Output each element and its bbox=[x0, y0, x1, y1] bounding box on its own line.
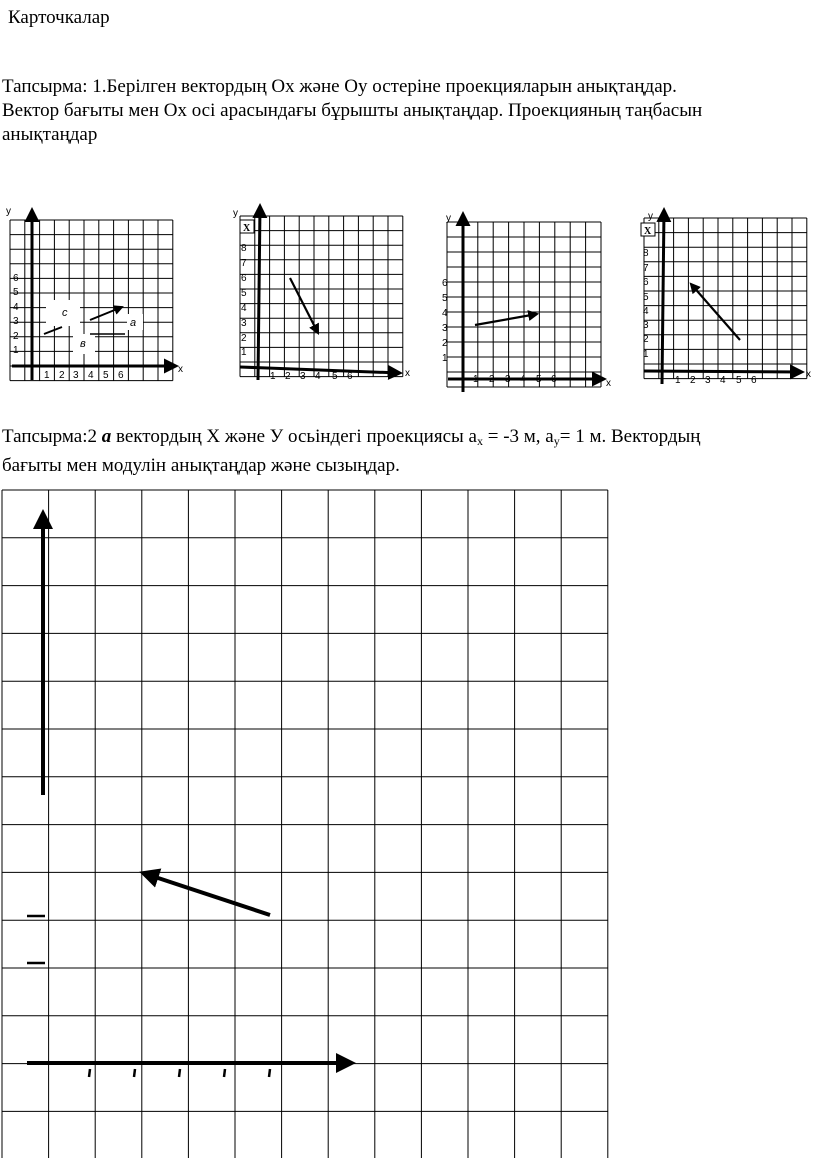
graph-3-grid bbox=[447, 222, 601, 387]
graph-4-ytick: 5 bbox=[643, 292, 649, 303]
task2-grid bbox=[2, 490, 608, 1158]
graph-2-y-label: y bbox=[233, 208, 238, 219]
graph-4-xtick: 2 bbox=[690, 375, 696, 386]
task2-grid-lines bbox=[2, 490, 608, 1158]
task2-vector-name: a bbox=[101, 426, 112, 447]
graph-4-ytick: 8 bbox=[643, 248, 649, 259]
graph-4-y-axis bbox=[662, 210, 664, 384]
graph-3-xtick: 4 bbox=[520, 374, 526, 385]
graph-1-x-label: x bbox=[178, 364, 183, 375]
graph-3-ytick: 2 bbox=[442, 338, 448, 349]
task1-line1: Тапсырма: 1.Берілген вектордың Ох және Оу остеріне проекцияларын анықтаңдар. bbox=[2, 76, 677, 97]
graph-2-ytick: 2 bbox=[241, 333, 247, 344]
graph-2-ytick: 7 bbox=[241, 258, 247, 269]
graph-2-ytick: 6 bbox=[241, 273, 247, 284]
graph-1-ytick: 3 bbox=[13, 316, 19, 327]
graph-3-ytick: 5 bbox=[442, 293, 448, 304]
graph-4-x-label: x bbox=[806, 369, 811, 380]
graph-1-xtick: 5 bbox=[103, 370, 109, 381]
graph-2-xtick: 3 bbox=[300, 371, 306, 382]
graph-4-xtick: 1 bbox=[675, 375, 681, 386]
graph-4-grid bbox=[644, 218, 807, 379]
graph-2-xtick: 1 bbox=[270, 371, 276, 382]
graph-1-xtick: 3 bbox=[73, 370, 79, 381]
graph-1-xtick: 1 bbox=[44, 370, 50, 381]
task2-x-axis-ticks bbox=[89, 1069, 270, 1077]
graph-1-ytick: 2 bbox=[13, 331, 19, 342]
graph-2-ytick: 3 bbox=[241, 318, 247, 329]
graph-4-y-label: y bbox=[648, 211, 653, 222]
graph-1-vector-a bbox=[90, 307, 122, 320]
task2-sub-y: y bbox=[553, 434, 560, 448]
graph-3-ytick: 3 bbox=[442, 323, 448, 334]
task2-eq-x: = -3 м, a bbox=[482, 426, 554, 447]
graph-2-xtick: 6 bbox=[347, 371, 353, 382]
graph-4-ytick: 3 bbox=[643, 320, 649, 331]
graph-4-xtick: 4 bbox=[720, 375, 726, 386]
task2-vector-a bbox=[143, 873, 270, 915]
graph-2 bbox=[233, 206, 410, 382]
graph-3-xtick: 1 bbox=[473, 374, 479, 385]
graph-1-ytick: 1 bbox=[13, 345, 19, 356]
graph-2-x-box-label: X bbox=[243, 223, 251, 234]
task2-line2: бағыты мен модулін анықтаңдар және сызыңдар. bbox=[2, 455, 400, 476]
task1-line3: анықтаңдар bbox=[2, 124, 98, 145]
graph-4-xtick: 5 bbox=[736, 375, 742, 386]
graph-4-x-box-label: X bbox=[644, 226, 652, 237]
graph-1 bbox=[6, 206, 183, 381]
graph-1-xtick: 6 bbox=[118, 370, 124, 381]
graph-4-ytick: 6 bbox=[643, 277, 649, 288]
graph-4 bbox=[641, 210, 811, 386]
graph-2-xtick: 2 bbox=[285, 371, 291, 382]
graph-1-ytick: 4 bbox=[13, 302, 19, 313]
graph-4-xtick: 3 bbox=[705, 375, 711, 386]
graph-3-xtick: 5 bbox=[536, 374, 542, 385]
graph-3-y-label: y bbox=[446, 213, 451, 224]
graph-4-x-axis bbox=[644, 371, 802, 372]
graph-3-ytick: 4 bbox=[442, 308, 448, 319]
graph-2-ytick: 4 bbox=[241, 303, 247, 314]
graph-1-vector-c bbox=[44, 327, 62, 334]
graph-1-vector-b-label: в bbox=[80, 338, 86, 350]
graph-3-xtick: 6 bbox=[551, 374, 557, 385]
graph-1-vector-a-label: a bbox=[130, 317, 137, 329]
graph-4-ytick: 7 bbox=[643, 263, 649, 274]
graph-2-grid bbox=[240, 216, 403, 377]
graph-2-y-axis bbox=[258, 206, 260, 380]
graph-1-xtick: 4 bbox=[88, 370, 94, 381]
task1-line2: Вектор бағыты мен Ох осі арасындағы бұрышты анықтаңдар. Проекцияның таңбасын bbox=[2, 100, 703, 121]
graph-1-grid bbox=[10, 220, 173, 381]
graph-4-ytick: 1 bbox=[643, 349, 649, 360]
graph-1-vector-c-label: c bbox=[62, 307, 68, 319]
graph-2-xtick: 4 bbox=[315, 371, 321, 382]
task2-sub-x: x bbox=[476, 434, 483, 448]
graph-4-ytick: 4 bbox=[643, 306, 649, 317]
graph-3-vector bbox=[475, 314, 537, 325]
graph-3-x-label: x bbox=[606, 378, 611, 389]
graph-1-xtick: 2 bbox=[59, 370, 65, 381]
graph-2-x-label: x bbox=[405, 368, 410, 379]
graph-2-ytick: 5 bbox=[241, 288, 247, 299]
graph-3-ytick: 1 bbox=[442, 353, 448, 364]
graph-3-xtick: 3 bbox=[505, 374, 511, 385]
graph-2-ytick: 1 bbox=[241, 347, 247, 358]
graph-4-ytick: 2 bbox=[643, 334, 649, 345]
task2-mid: вектордың Х және У осьіндегі проекциясы a bbox=[111, 426, 477, 447]
card-title: Карточкалар bbox=[8, 7, 110, 28]
graph-3-ytick: 6 bbox=[442, 278, 448, 289]
graph-2-ytick: 8 bbox=[241, 243, 247, 254]
graph-1-ytick: 5 bbox=[13, 287, 19, 298]
graph-2-xtick: 5 bbox=[332, 371, 338, 382]
graph-4-xtick: 6 bbox=[751, 375, 757, 386]
graph-1-ytick: 6 bbox=[13, 273, 19, 284]
graph-1-y-label: y bbox=[6, 206, 11, 217]
graph-3-xtick: 2 bbox=[489, 374, 495, 385]
task2-eq-y: = 1 м. Вектордың bbox=[559, 426, 701, 447]
graph-3 bbox=[442, 213, 611, 392]
task2-prefix: Тапсырма:2 bbox=[2, 426, 102, 447]
